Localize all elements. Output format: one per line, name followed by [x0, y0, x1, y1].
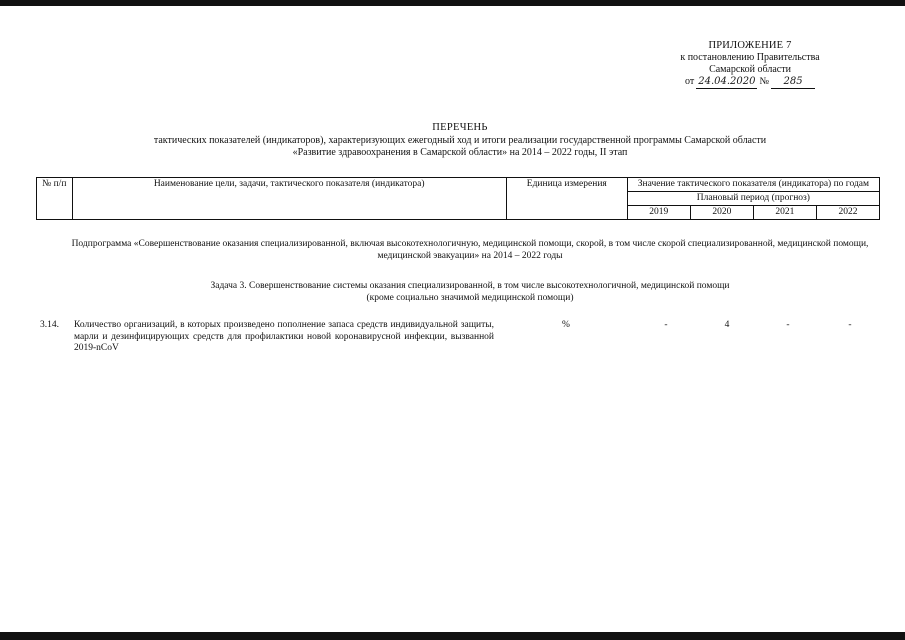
year-header: 2019 — [627, 206, 690, 220]
row-value-2020: 4 — [724, 320, 730, 330]
scan-bottom-border — [0, 632, 905, 640]
appendix-line-1: к постановлению Правительства — [680, 52, 820, 63]
scan-top-border — [0, 0, 905, 6]
appendix-stamp — [640, 40, 860, 89]
col-header-value: Значение тактического показателя (индикатора) по годам — [627, 178, 879, 192]
handwritten-date: 24.04.2020 — [698, 76, 756, 87]
year-header: 2022 — [816, 206, 879, 220]
plan-period-header: Плановый период (прогноз) — [627, 192, 879, 206]
year-header: 2020 — [690, 206, 753, 220]
col-header-name: Наименование цели, задачи, тактического показателя (индикатора) — [72, 178, 506, 220]
document-subtitle-1: тактических показателей (индикаторов), характеризующих ежегодный ход и итоги реализации государственной программы Самарской области — [153, 135, 767, 146]
row-value-2021: - — [786, 320, 790, 330]
row-number: 3.14. — [40, 320, 59, 330]
task-line-1: Задача 3. Совершенствование системы оказания специализированной, в том числе высокотехнологичной, медицинской помощи — [210, 281, 730, 291]
date-prefix: от — [684, 76, 695, 87]
document-title: ПЕРЕЧЕНЬ — [432, 122, 488, 133]
task-line-2: (кроме социально значимой медицинской помощи) — [366, 293, 574, 303]
handwritten-number: 285 — [771, 76, 815, 89]
row-indicator-name: Количество организаций, в которых произведено пополнение запаса средств индивидуальной защиты, марли и дезинфицирующих средств для профилактики новой коронавирусной инфекции, вызванной 2019-nCoV — [74, 320, 494, 353]
task-heading — [120, 280, 820, 304]
document-subtitle-2: «Развитие здравоохранения в Самарской области» на 2014 – 2022 годы, II этап — [292, 147, 628, 158]
year-header: 2021 — [753, 206, 816, 220]
indicator-table-header — [36, 177, 880, 220]
appendix-title: ПРИЛОЖЕНИЕ 7 — [708, 40, 792, 51]
subprogram-title: Подпрограмма «Совершенствование оказания специализированной, включая высокотехнологичную, медицинской помощи, скорой, в том числе скорой специализированной, медицинской помощи, медицинской эвакуации» на 2014 – 2022 годы — [71, 239, 869, 261]
col-header-number: № п/п — [37, 178, 73, 220]
appendix-line-2: Самарской области — [709, 64, 791, 75]
row-unit: % — [562, 320, 570, 330]
appendix-date-line — [640, 76, 860, 89]
row-value-2019: - — [664, 320, 668, 330]
col-header-unit: Единица измерения — [506, 178, 627, 220]
row-value-2022: - — [848, 320, 852, 330]
number-label: № — [759, 76, 770, 87]
